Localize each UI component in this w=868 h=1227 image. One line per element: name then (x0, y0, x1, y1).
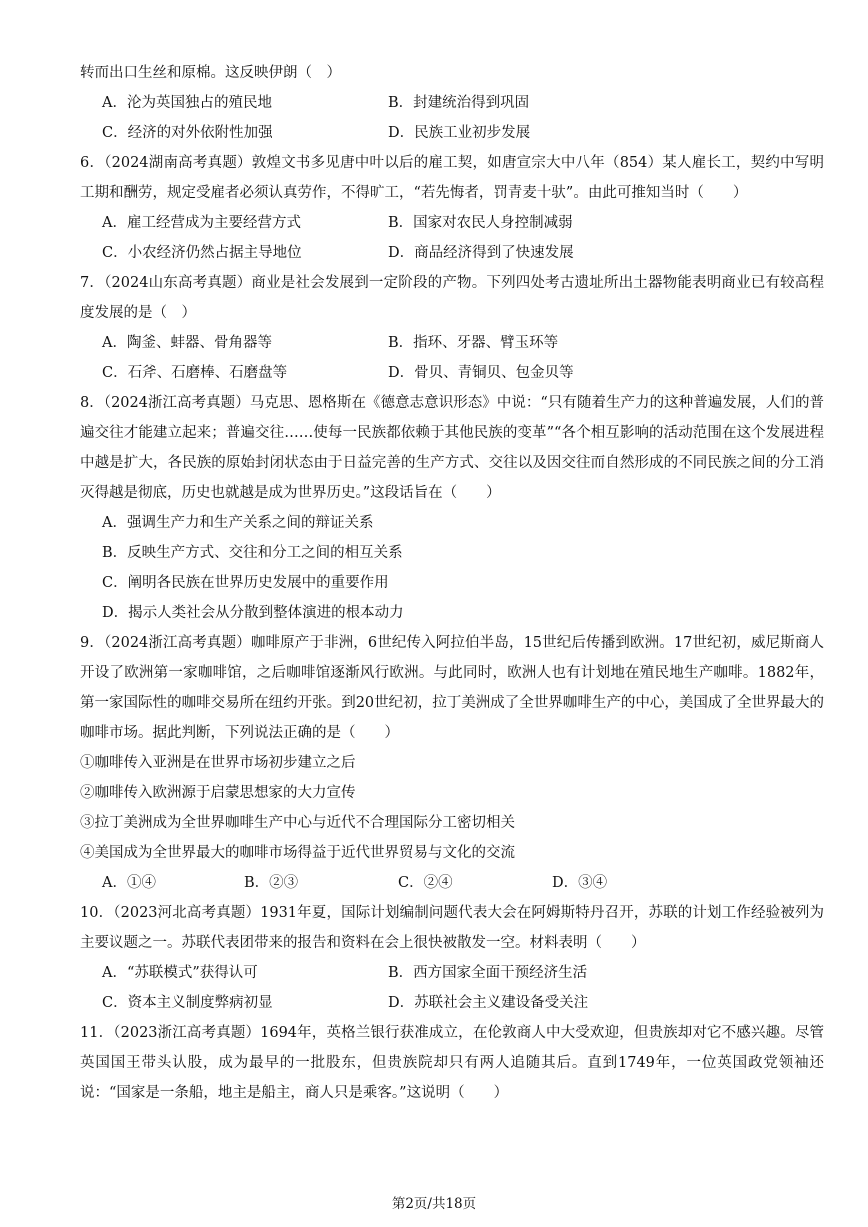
option-c: C．石斧、石磨棒、石磨盘等 (102, 365, 288, 381)
question-5-stem-tail: 转而出口生丝和原棉。这反映伊朗（ ） (80, 65, 341, 81)
statement-1: ①咖啡传入亚洲是在世界市场初步建立之后 (80, 755, 356, 771)
option-c: C．资本主义制度弊病初显 (102, 995, 273, 1011)
option-b: B．反映生产方式、交往和分工之间的相互关系 (102, 545, 403, 561)
question-10-stem: 10．（2023河北高考真题）1931年夏，国际计划编制问题代表大会在阿姆斯特丹召开，苏联的计划工作经验被列为主要议题之一。苏联代表团带来的报告和资料在会上很快被散发一空。材料表明（ ） (80, 905, 824, 951)
statement-3: ③拉丁美洲成为全世界咖啡生产中心与近代不合理国际分工密切相关 (80, 815, 515, 831)
option-b: B．国家对农民人身控制减弱 (388, 215, 573, 231)
option-c: C．阐明各民族在世界历史发展中的重要作用 (102, 575, 389, 591)
option-c: C．②④ (398, 875, 453, 891)
question-6-options (80, 208, 824, 268)
option-a: A．强调生产力和生产关系之间的辩证关系 (102, 515, 374, 531)
question-11-stem: 11．（2023浙江高考真题）1694年，英格兰银行获准成立，在伦敦商人中大受欢迎，但贵族却对它不感兴趣。尽管英国国王带头认股，成为最早的一批股东，但贵族院却只有两人追随其后。直到1749年，一位英国政党领袖还说：“国家是一条船，地主是船主，商人只是乘客。”这说明（ ） (80, 1025, 824, 1101)
option-d: D．揭示人类社会从分散到整体演进的根本动力 (102, 605, 404, 621)
option-d: D．骨贝、青铜贝、包金贝等 (388, 365, 574, 381)
option-b: B．西方国家全面干预经济生活 (388, 965, 588, 981)
option-b: B．指环、牙器、臂玉环等 (388, 335, 559, 351)
option-a: A．雇工经营成为主要经营方式 (102, 215, 301, 231)
question-8-stem: 8．（2024浙江高考真题）马克思、恩格斯在《德意志意识形态》中说：“只有随着生产力的这种普遍发展，人们的普遍交往才能建立起来；普遍交往……使每一民族都依赖于其他民族的变革”“各个相互影响的活动范围在这个发展进程中越是扩大，各民族的原始封闭状态由于日益完善的生产方式、交往以及因交往而自然形成的不同民族之间的分工消灭得越是彻底，历史也就越是成为世界历史。”这段话旨在（ ） (80, 395, 824, 501)
question-8-options (80, 508, 824, 628)
option-d: D．③④ (552, 875, 608, 891)
question-7-options (80, 328, 824, 388)
option-d: D．商品经济得到了快速发展 (388, 245, 574, 261)
question-9-options (80, 868, 824, 898)
statement-4: ④美国成为全世界最大的咖啡市场得益于近代世界贸易与文化的交流 (80, 845, 515, 861)
option-b: B．封建统治得到巩固 (388, 95, 530, 111)
option-a: A．沦为英国独占的殖民地 (102, 95, 272, 111)
page-number: 第2页/共18页 (391, 1196, 477, 1212)
option-b: B．②③ (244, 875, 299, 891)
question-6-stem: 6．（2024湖南高考真题）敦煌文书多见唐中叶以后的雇工契，如唐宣宗大中八年（854）某人雇长工，契约中写明工期和酬劳，规定受雇者必须认真劳作，不得旷工，“若先悔者，罚青麦十驮”。由此可推知当时（ ） (80, 155, 824, 201)
option-c: C．经济的对外依附性加强 (102, 125, 273, 141)
statement-2: ②咖啡传入欧洲源于启蒙思想家的大力宣传 (80, 785, 356, 801)
option-a: A．陶釜、蚌器、骨角器等 (102, 335, 272, 351)
option-d: D．民族工业初步发展 (388, 125, 531, 141)
question-5-options (80, 88, 824, 148)
question-9-stem: 9．（2024浙江高考真题）咖啡原产于非洲，6世纪传入阿拉伯半岛，15世纪后传播到欧洲。17世纪初，威尼斯商人开设了欧洲第一家咖啡馆，之后咖啡馆逐渐风行欧洲。与此同时，欧洲人也有计划地在殖民地生产咖啡。1882年，第一家国际性的咖啡交易所在纽约开张。到20世纪初，拉丁美洲成了全世界咖啡生产的中心，美国成了全世界最大的咖啡市场。据此判断，下列说法正确的是（ ） (80, 635, 824, 741)
question-9-statements (80, 748, 824, 868)
option-a: A．①④ (102, 875, 156, 891)
option-c: C．小农经济仍然占据主导地位 (102, 245, 302, 261)
question-7-stem: 7．（2024山东高考真题）商业是社会发展到一定阶段的产物。下列四处考古遗址所出土器物能表明商业已有较高程度发展的是（ ） (80, 275, 824, 321)
option-d: D．苏联社会主义建设备受关注 (388, 995, 589, 1011)
question-10-options (80, 958, 824, 1018)
option-a: A．“苏联模式”获得认可 (102, 965, 258, 981)
